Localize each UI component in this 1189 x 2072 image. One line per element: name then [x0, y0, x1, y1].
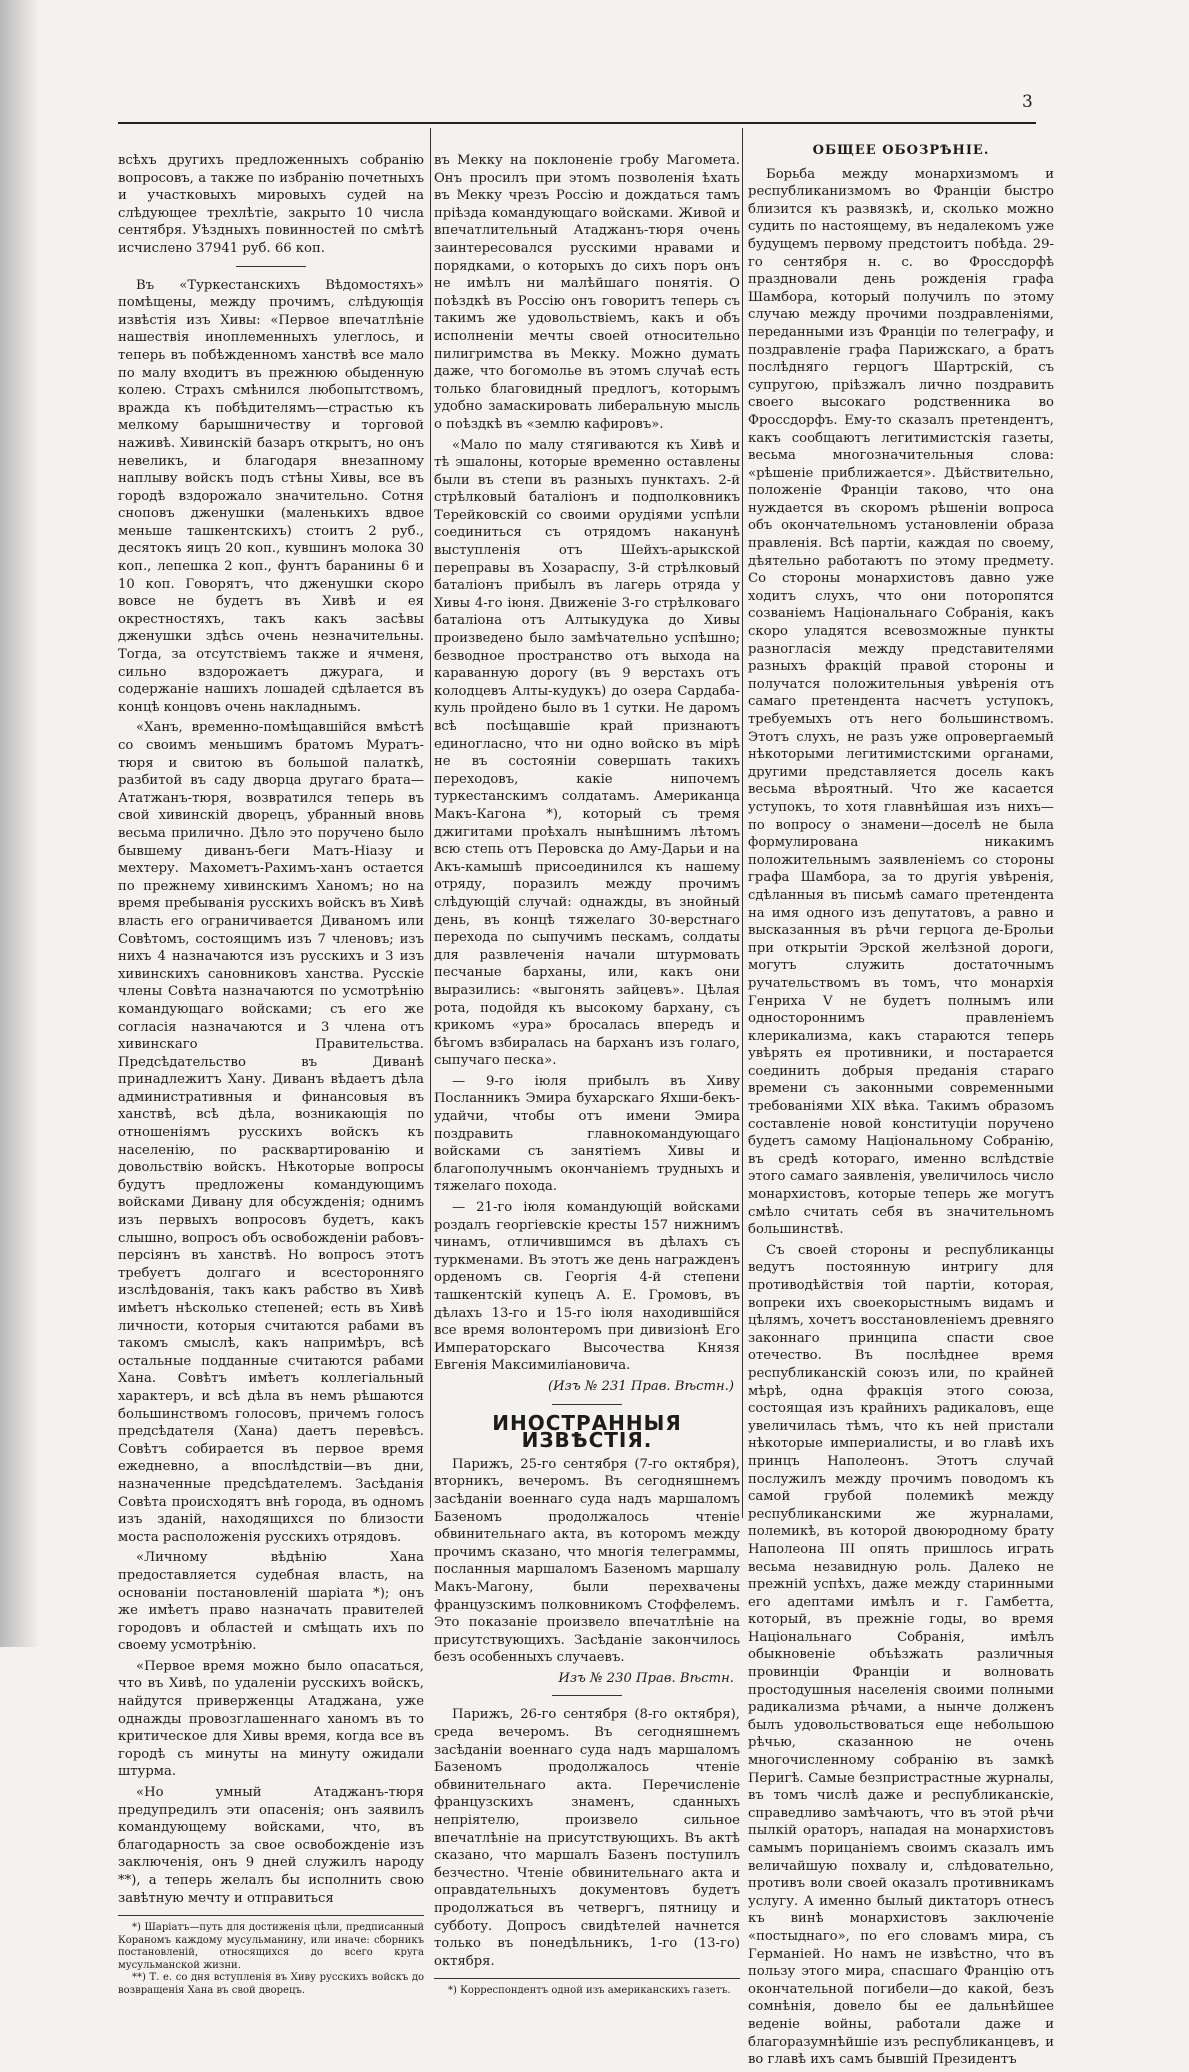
paragraph: Борьба между монархизмомъ и республиканизмомъ во Франціи быстро близится къ развязкѣ, и, сколько можно судить по настоящему, въ недалекомъ уже будущемъ первому предстоитъ побѣда. 29-го сентября н. с. во Фроссдорфѣ праздновали день рожденія графа Шамбора, который получилъ по этому случаю между прочими поздравленіями, переданными изъ Франціи по телеграфу, и поздравленіе графа Парижскаго, а братъ послѣдняго герцогъ Шартрскій, съ супругою, пріѣзжалъ лично поздравить своего высокаго родственника во Фроссдорфъ. Ему-то сказалъ претендентъ, какъ сообщаютъ легитимистскія газеты, весьма многозначительныя слова: «рѣшеніе приближается». Дѣйствительно, положеніе Франціи таково, что она нуждается въ скоромъ рѣшеніи вопроса объ окончательномъ установленіи образа правленія. Всѣ партіи, каждая по своему, дѣятельно работаютъ по этому предмету. Со стороны монархистовъ давно уже ходитъ слухъ, что они поторопятся созваніемъ Національнаго Собранія, какъ скоро уладятся всевозможные пункты разногласія между представителями разныхъ фракцій правой стороны и получатся положительныя увѣренія отъ самаго претендента насчетъ уступокъ, требуемыхъ отъ него большинствомъ. Этотъ слухъ, не разъ уже опровергаемый нѣкоторыми легитимистскими органами, другими представляется досель какъ весьма вѣроятный. Что же касается уступокъ, то хотя главнѣйшая изъ нихъ—по вопросу о знамени—доселѣ не была формулирована никакимъ положительнымъ заявленіемъ со стороны графа Шамбора, за то другія увѣренія, сдѣланныя въ письмѣ самаго претендента на имя одного изъ депутатовъ, а равно и высказанныя въ рѣчи герцога де-Брольи при открытіи Эрской желѣзной дороги, могутъ служить достаточнымъ ручательствомъ въ томъ, что монархія Генриха V не будетъ полнымъ или одностороннимъ правленіемъ клерикализма, какъ стараются теперь увѣрять ея противники, и постарается соединить добрыя преданія стараго времени съ законными современными требованіями XIX вѣка. Такимъ образомъ составленіе новой конституціи поручено будетъ самому Національному Собранію, въ средѣ котораго, именно вслѣдствіе этого самаго заявленія, увеличилось число монархистовъ, которые теперь же могутъ смѣло считать себя въ значительномъ большинствѣ. [748, 166, 1054, 1238]
section-heading: ИНОСТРАННЫЯ ИЗВѢСТІЯ. [492, 1410, 682, 1453]
source-citation: Изъ № 230 Прав. Вѣстн. [558, 1670, 734, 1686]
section-divider [552, 1404, 622, 1405]
column-3 [748, 142, 1054, 2072]
paragraph: «Но умный Атаджанъ-тюря предупредилъ эти опасенія; онъ заявилъ командующему войсками, что, въ благодарность за свое освобожденіе изъ заключенія, онъ 9 дней служилъ народу **), а теперь желалъ бы исполнить свою завѣтную мечту и отправиться [118, 1785, 424, 1906]
footnotes [118, 1915, 424, 1997]
paragraph: Парижъ, 26-го сентября (8-го октября), среда вечеромъ. Въ сегодняшнемъ засѣданіи военнаго суда надъ маршаломъ Базеномъ продолжалось чтеніе обвинительнаго акта. Перечисленіе французскихъ знаменъ, сданныхъ непріятелю, произвело сильное впечатлѣніе на присутствующихъ. Въ актѣ сказано, что маршалъ Базенъ поступилъ безчестно. Чтеніе обвинительнаго акта и оправдательныхъ документовъ будетъ продолжаться въ четвергъ, пятницу и субботу. Допросъ свидѣтелей начнется только въ понедѣльникъ, 1-го (13-го) октября. [434, 1707, 740, 1969]
source-citation: (Изъ № 231 Прав. Вѣстн.) [548, 1378, 734, 1394]
paragraph: «Мало по малу стягиваются къ Хивѣ и тѣ эшалоны, которые временно оставлены были въ степи въ разныхъ пунктахъ. 2-й стрѣлковый баталіонъ и подполковникъ Терейковскій со своими орудіями успѣли соединиться съ отрядомъ наканунѣ выступленія отъ Шейхъ-арыкской переправы въ Хозараспу, 3-й стрѣлковый баталіонъ прибылъ въ лагерь отряда у Хивы 4-го іюня. Движеніе 3-го стрѣлковаго баталіона отъ Алтыкудука до Хивы произведено было замѣчательно успѣшно; безводное пространство отъ выхода на караванную дорогу (въ 9 верстахъ отъ колодцевъ Алты-кудукъ) до озера Сардаба-куль пройдено было въ 1 сутки. Не даромъ всѣ посѣщавшіе край признаютъ единогласно, что ни одно войско въ мірѣ не въ состояніи совершать такихъ переходовъ, какіе нипочемъ туркестанскимъ солдатамъ. Американца Макъ-Кагона *), который съ тремя джигитами проѣхалъ нынѣшнимъ лѣтомъ всю степь отъ Перовска до Аму-Дарьи и на Акъ-камышѣ присоединился къ нашему отряду, поразилъ между прочимъ слѣдующій случай: однажды, въ знойный день, въ концѣ тяжелаго 30-верстнаго перехода по сыпучимъ пескамъ, солдаты для развлеченія начали штурмовать песчаные барханы, или, какъ они выразились: «выгонять зайцевъ». Цѣлая рота, подойдя къ высокому бархану, съ крикомъ «ура» бросалась впередъ и бѣгомъ взбиралась на барханъ изъ голаго, сыпучаго песка». [434, 437, 740, 1069]
section-divider [552, 1695, 622, 1696]
header-rule [118, 122, 1036, 124]
footnote: *) Шаріатъ—путь для достиженія цѣли, предписанный Кораномъ каждому мусульманину, или иначе: сборникъ постановленій, относящихся до всего круга мусульманской жизни. [118, 1922, 424, 1971]
footnotes [434, 1978, 740, 1998]
footnote: *) Корреспондентъ одной изъ американскихъ газетъ. [448, 1985, 731, 1997]
paragraph: «Личному вѣдѣнію Хана предоставляется судебная власть, на основаніи постановленій шаріата *); онъ же имѣетъ право назначать правителей городовъ и областей и смѣщать ихъ по своему усмотрѣнію. [118, 1550, 424, 1654]
column-2 [434, 152, 740, 1998]
paragraph: Съ своей стороны и республиканцы ведутъ постоянную интригу для противодѣйствія той партіи, которая, вопреки ихъ своекорыстнымъ видамъ и цѣлямъ, хочетъ восстановленіемъ древняго законнаго принципа спасти свое отечество. Въ послѣднее время республиканскій союзъ или, по крайней мѣрѣ, одна фракція этого союза, состоящая изъ крайнихъ радикаловъ, еще увеличилась тѣмъ, что къ ней пристали нѣкоторые империалисты, и во главѣ ихъ принцъ Наполеонъ. Этотъ случай послужилъ между прочимъ поводомъ къ самой грубой полемикѣ между республиканскими же журналами, полемикѣ, въ которой двоюродному брату Наполеона III опять пришлось играть весьма незавидную роль. Далеко не прежній успѣхъ, даже между старинными его адептами имѣлъ и г. Гамбетта, который, въ прежніе годы, во время Національнаго Собранія, имѣлъ обыкновеніе объѣзжать различныя провинціи Франціи и волновать простодушныя населенія своими полными радикализма рѣчами, а нынче долженъ былъ удовольствоваться еще небольшою рѣчью, сказанною не очень многочисленному собранію въ замкѣ Перигѣ. Самые безпристрастные журналы, въ томъ числѣ даже и республиканскіе, справедливо замѣчаютъ, что въ этой рѣчи пылкій ораторъ, нападая на монархистовъ самымъ порицаніемъ своимъ сказалъ имъ величайшую похвалу и, слѣдовательно, противъ воли своей оказалъ противникамъ услугу. А именно былый диктаторъ отнесъ къ винѣ монархистовъ заключеніе «постыднаго», по его словамъ мира, съ Германіей. Но намъ не извѣстно, что въ пользу этого мира, спасшаго Францію отъ окончательной погибели—до какой, безъ сомнѣнія, довело бы ее дальнѣйшее веденіе войны, работали даже и благоразумнѣйшіе изъ республиканцевъ, и во главѣ ихъ самъ бывшій Президентъ [748, 1242, 1054, 2068]
paragraph: — 9-го іюля прибылъ въ Хиву Посланникъ Эмира бухарскаго Яхши-бекъ-удайчи, чтобы отъ имени Эмира поздравить главнокомандующаго войсками съ занятіемъ Хивы и благополучнымъ окончаніемъ трудныхъ и тяжелаго похода. [434, 1073, 740, 1195]
paragraph: всѣхъ другихъ предложенныхъ собранію вопросовъ, а также по избранію почетныхъ и участковыхъ мировыхъ судей на слѣдующее трехлѣтіе, закрыто 10 числа сентября. Уѣздныхъ повинностей по смѣтѣ исчислено 37941 руб. 66 коп. [118, 153, 424, 256]
paragraph: «Первое время можно было опасаться, что въ Хивѣ, по удаленіи русскихъ войскъ, найдутся приверженцы Атаджана, уже однажды провозглашеннаго ханомъ въ то критическое для Хивы время, когда все въ городѣ съ минуты на минуту ожидали штурма. [118, 1658, 424, 1780]
column-divider [742, 128, 743, 1518]
section-divider [236, 266, 306, 267]
column-divider [430, 128, 431, 1508]
paragraph: въ Мекку на поклоненіе гробу Магомета. Онъ просилъ при этомъ позволенія ѣхать въ Мекку чрезъ Россію и дождаться тамъ пріѣзда командующаго войсками. Живой и впечатлительный Атаджанъ-тюря очень заинтересовался русскими нравами и порядками, о которыхъ до сихъ поръ онъ не имѣлъ ни малѣйшаго понятія. О поѣздкѣ въ Россію онъ говоритъ теперь съ такимъ же удовольствіемъ, какъ и объ исполненіи мечты своей относительно пилигримства въ Мекку. Можно думать даже, что богомолье въ этомъ случаѣ есть только благовидный предлогъ, которымъ удобно замаскировать либеральную мысль о поѣздкѣ въ «землю кафировъ». [434, 153, 740, 432]
paragraph: — 21-го іюля командующій войсками роздалъ георгіевскіе кресты 157 нижнимъ чинамъ, отличившимся въ дѣлахъ съ туркменами. Въ этотъ же день награжденъ орденомъ св. Георгія 4-й степени ташкентскій купецъ А. Е. Громовъ, въ дѣлахъ 13-го и 15-го іюля находившійся все время волонтеромъ при дивизіонѣ Его Императорскаго Высочества Князя Евгенія Максимиліановича. [434, 1200, 740, 1374]
paragraph: Въ «Туркестанскихъ Вѣдомостяхъ» помѣщены, между прочимъ, слѣдующія извѣстія изъ Хивы: «Первое впечатлѣніе нашествія иноплеменныхъ улеглось, и теперь въ побѣжденномъ ханствѣ все мало по малу входитъ въ прежнюю обыденную колею. Страхъ смѣнился любопытствомъ, вражда къ побѣдителямъ—страстью къ мелкому барышничеству и торговой наживѣ. Хивинскій базаръ открытъ, но онъ невеликъ, и благодаря внезапному наплыву войскъ подъ стѣны Хивы, все въ городѣ вздорожало значительно. Сотня сноповъ дженушки (маленькихъ вдвое меньше ташкентскихъ) стоитъ 2 руб., десятокъ яицъ 20 коп., кувшинъ молока 30 коп., лепешка 2 коп., фунтъ баранины 6 и 10 коп. Говорятъ, что дженушки скоро вовсе не будетъ въ Хивѣ и ея окрестностяхъ, такъ какъ засѣвы дженушки здѣсь очень незначительны. Тогда, за отсутствіемъ также и ячменя, сильно вздорожаетъ джурага, и содержаніе нашихъ лошадей сдѣлается въ концѣ концовъ очень накладнымъ. [118, 277, 424, 715]
paragraph: Парижъ, 25-го сентября (7-го октября), вторникъ, вечеромъ. Въ сегодняшнемъ засѣданіи военнаго суда надъ маршаломъ Базеномъ продолжалось чтеніе обвинительнаго акта, въ которомъ между прочимъ сказано, что многія телеграммы, посланныя маршаломъ Базеномъ маршалу Макъ-Магону, были перехвачены французскимъ полковникомъ Стоффелемъ. Это показаніе произвело впечатлѣніе на присутствующихъ. Засѣданіе закончилось безъ особенныхъ случаевъ. [434, 1456, 740, 1666]
paragraph: «Ханъ, временно-помѣщавшійся вмѣстѣ со своимъ меньшимъ братомъ Муратъ-тюря и свитою въ большой палаткѣ, разбитой въ саду дворца другаго брата—Ататжанъ-тюря, возвратился теперь въ свой хивинскій дворецъ, убранный вновь весьма прилично. Дѣло это поручено было бывшему диванъ-беги Матъ-Ніазу и мехтеру. Махометъ-Рахимъ-ханъ остается по прежнему хивинскимъ Ханомъ; но на время пребыванія русскихъ войскъ въ Хивѣ власть его ограничивается Диваномъ или Совѣтомъ, состоящимъ изъ 7 членовъ; изъ нихъ 4 назначаются изъ русскихъ и 3 изъ хивинскихъ сановниковъ ханства. Русскіе члены Совѣта назначаются по усмотрѣнію командующаго войсками; съ его же согласія назначаются и 3 члена отъ хивинскаго Правительства. Предсѣдательство въ Диванѣ принадлежитъ Хану. Диванъ вѣдаетъ дѣла административныя и финансовыя въ ханствѣ, всѣ дѣла, возникающія по отношеніямъ русскихъ войскъ къ населенію, по расквартированію и довольствію войскъ. Нѣкоторые вопросы будутъ предложены командующимъ войсками Дивану для обсужденія; однимъ изъ первыхъ вопросовъ будетъ, какъ слышно, вопросъ объ освобожденіи рабовъ-персіянъ въ ханствѣ. Но вопросъ этотъ требуетъ долгаго и всесторонняго изслѣдованія, такъ какъ рабство въ Хивѣ имѣетъ нѣсколько степеней; есть въ Хивѣ личности, которыя считаются рабами въ такомъ смыслѣ, какъ напримѣръ, всѣ остальные подданные считаются рабами Хана. Совѣтъ имѣетъ коллегіальный характеръ, и всѣ дѣла въ немъ рѣшаются большинствомъ голосовъ, причемъ голосъ предсѣдателя (Хана) даетъ перевѣсъ. Совѣтъ собирается въ первое время ежедневно, а впослѣдствіи—въ дни, назначенные предсѣдателемъ. Засѣданія Совѣта происходятъ внѣ города, въ одномъ изъ зданій, находящихся по близости моста расположенія русскихъ отрядовъ. [118, 720, 424, 1545]
section-heading: ОБЩЕЕ ОБОЗРѢНІЕ. [812, 143, 990, 158]
column-1 [118, 152, 424, 1997]
footnote: **) Т. е. со дня вступленія въ Хиву русскихъ войскъ до возвращенія Хана въ свой дворецъ. [118, 1972, 424, 1996]
page-number: 3 [1022, 92, 1033, 112]
scan-edge-shadow [0, 0, 40, 1647]
